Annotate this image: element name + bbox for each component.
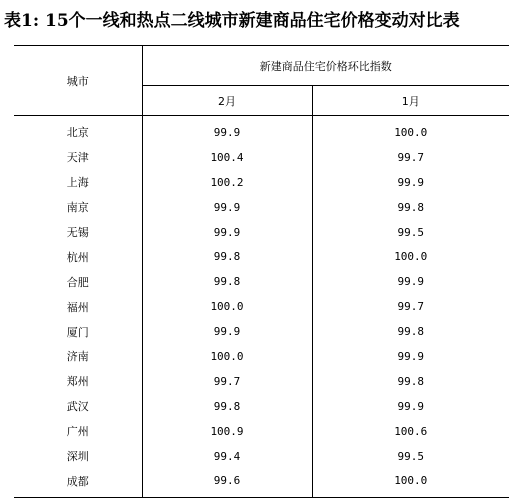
table-row xyxy=(14,319,509,344)
january-value-cell: 99.9 xyxy=(397,175,424,189)
january-value-cell: 99.7 xyxy=(397,300,424,314)
city-cell: 天津 xyxy=(14,145,142,170)
february-value-cell: 100.2 xyxy=(142,170,312,195)
january-value-cell: 99.9 xyxy=(397,275,424,289)
february-value-cell: 99.7 xyxy=(142,369,312,394)
city-cell: 南京 xyxy=(14,195,142,220)
city-cell: 合肥 xyxy=(14,269,142,294)
table-row xyxy=(14,419,509,444)
february-value-cell: 100.0 xyxy=(142,294,312,319)
february-value-cell: 99.8 xyxy=(142,269,312,294)
february-value-cell: 100.0 xyxy=(142,344,312,369)
february-column-header: 2月 xyxy=(142,86,312,116)
city-cell: 郑州 xyxy=(14,369,142,394)
city-cell: 广州 xyxy=(14,419,142,444)
february-value-cell: 99.9 xyxy=(142,195,312,220)
table-row xyxy=(14,269,509,294)
february-value-cell: 99.6 xyxy=(142,468,312,497)
table-row xyxy=(14,116,509,145)
february-value-cell: 99.9 xyxy=(142,220,312,245)
table-row xyxy=(14,294,509,319)
january-value-cell: 99.7 xyxy=(397,150,424,164)
price-index-table-container xyxy=(14,45,509,498)
january-column-header: 1月 xyxy=(312,86,509,116)
table-row xyxy=(14,468,509,497)
table-row xyxy=(14,145,509,170)
city-cell: 武汉 xyxy=(14,394,142,419)
table-row xyxy=(14,344,509,369)
price-index-table xyxy=(14,45,509,498)
city-cell: 上海 xyxy=(14,170,142,195)
table-row xyxy=(14,444,509,469)
january-value-cell: 99.8 xyxy=(397,325,424,339)
index-group-header: 新建商品住宅价格环比指数 xyxy=(142,46,509,86)
city-cell: 厦门 xyxy=(14,319,142,344)
february-value-cell: 99.9 xyxy=(142,116,312,145)
table-row xyxy=(14,394,509,419)
city-cell: 深圳 xyxy=(14,444,142,469)
city-cell: 北京 xyxy=(14,116,142,145)
city-cell: 成都 xyxy=(14,468,142,497)
january-value-cell: 100.0 xyxy=(394,125,428,139)
table-row xyxy=(14,220,509,245)
city-column-header: 城市 xyxy=(14,46,142,116)
city-cell: 无锡 xyxy=(14,220,142,245)
february-value-cell: 100.9 xyxy=(142,419,312,444)
february-value-cell: 99.4 xyxy=(142,444,312,469)
february-value-cell: 99.8 xyxy=(142,244,312,269)
january-value-cell: 99.9 xyxy=(397,349,424,363)
january-value-cell: 99.5 xyxy=(397,225,424,239)
february-value-cell: 99.8 xyxy=(142,394,312,419)
table-row xyxy=(14,195,509,220)
february-value-cell: 99.9 xyxy=(142,319,312,344)
january-value-cell: 100.6 xyxy=(394,424,428,438)
january-value-cell: 99.8 xyxy=(397,200,424,214)
february-value-cell: 100.4 xyxy=(142,145,312,170)
january-value-cell: 99.9 xyxy=(397,399,424,413)
city-cell: 济南 xyxy=(14,344,142,369)
table-header xyxy=(14,46,509,116)
city-cell: 杭州 xyxy=(14,244,142,269)
january-value-cell: 99.8 xyxy=(397,374,424,388)
table-row xyxy=(14,170,509,195)
table-body xyxy=(14,116,509,498)
january-value-cell: 100.0 xyxy=(312,468,509,497)
table-title: 表1: 15个一线和热点二线城市新建商品住宅价格变动对比表 xyxy=(4,11,460,31)
january-value-cell: 100.0 xyxy=(394,250,428,264)
city-cell: 福州 xyxy=(14,294,142,319)
january-value-cell: 99.5 xyxy=(397,449,424,463)
table-row xyxy=(14,369,509,394)
table-row xyxy=(14,244,509,269)
